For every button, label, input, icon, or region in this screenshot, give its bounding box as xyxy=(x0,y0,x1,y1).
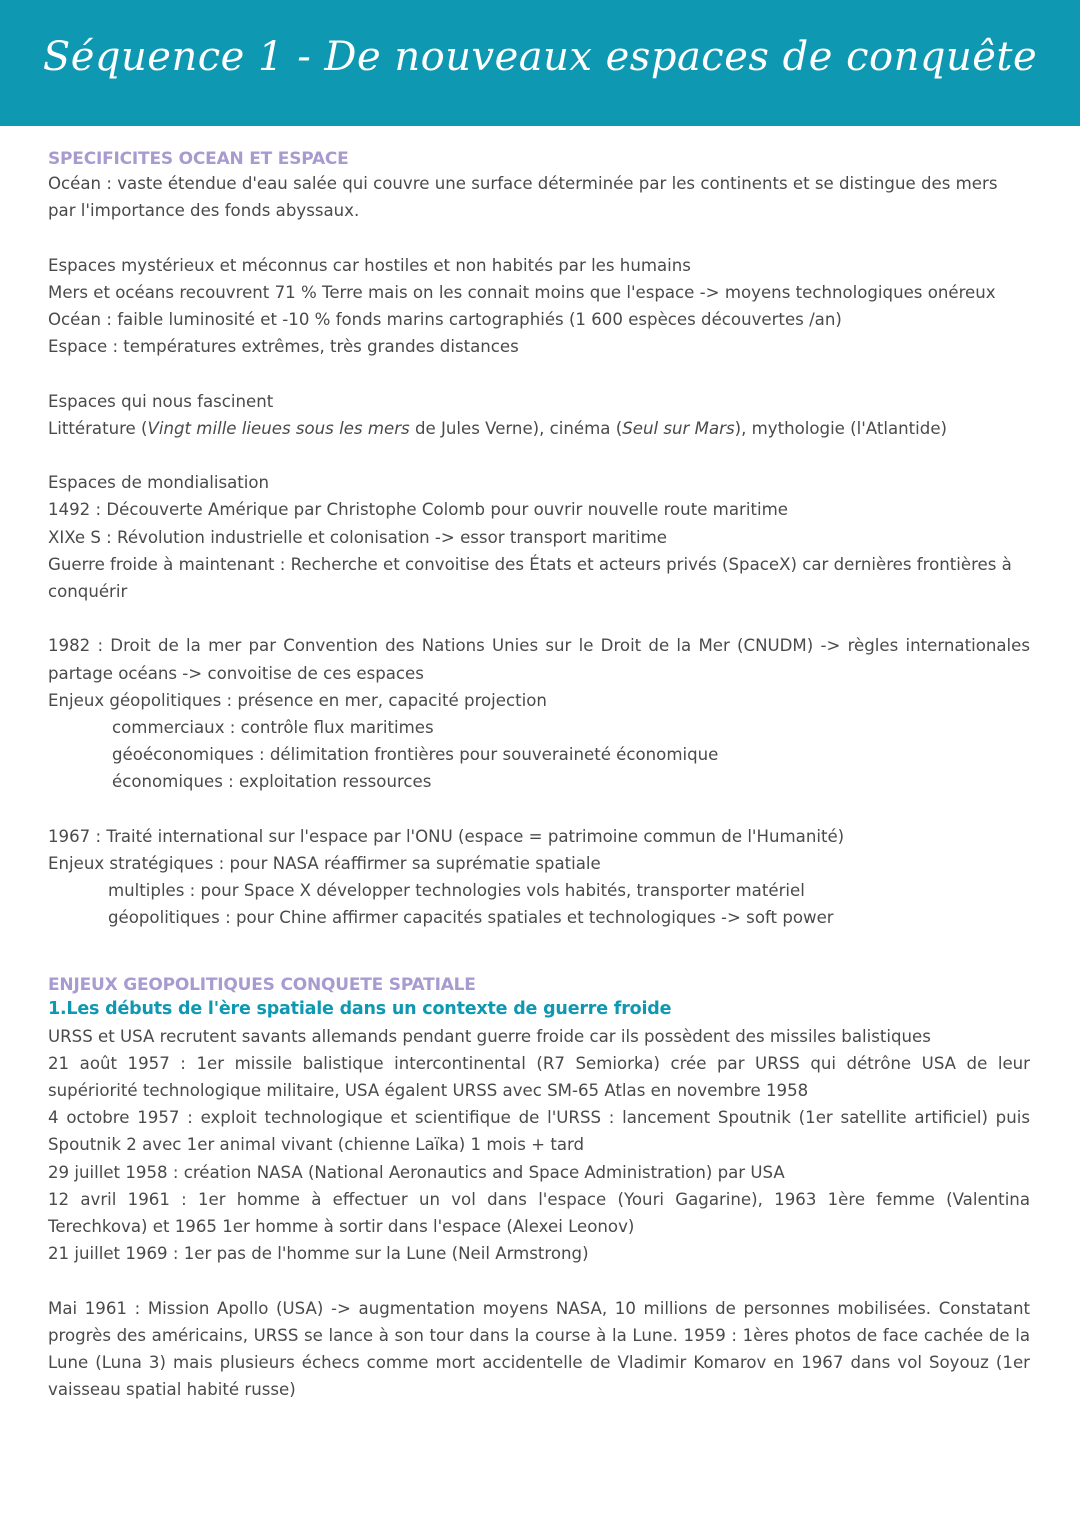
indented-line: économiques : exploitation ressources xyxy=(112,772,432,792)
text-line: Mers et océans recouvrent 71 % Terre mais on les connait moins que l'espace -> moyens technologiques onéreux xyxy=(48,282,996,302)
text-line: 1967 : Traité international sur l'espace par l'ONU (espace = patrimoine commun de l'Humanité) xyxy=(48,826,845,846)
text-line: Enjeux stratégiques : pour NASA réaffirmer sa suprématie spatiale xyxy=(48,854,601,873)
document-body xyxy=(0,126,1080,1403)
indented-line: géoéconomiques : délimitation frontières pour souveraineté économique xyxy=(112,745,719,765)
text-line: XIXe S : Révolution industrielle et colonisation -> essor transport maritime xyxy=(48,527,668,547)
text-line: 1492 : Découverte Amérique par Christophe Colomb pour ouvrir nouvelle route maritime xyxy=(48,500,788,520)
text-paragraph: Mai 1961 : Mission Apollo (USA) -> augmentation moyens NASA, 10 millions de personnes mobilisées. Constatant progrès des américains, URSS se lance à son tour dans la course à la Lune. 1959 : 1ères photos de face cachée de la Lune (Luna 3) mais plusieurs échecs comme mort accidentelle de Vladimir Komarov en 1967 dans vol Soyouz (1er vaisseau spatial habité russe) xyxy=(48,1298,1030,1400)
text-paragraph: 4 octobre 1957 : exploit technologique et scientifique de l'URSS : lancement Spoutnik (1er satellite artificiel) puis Spoutnik 2 avec 1er animal vivant (chienne Laïka) 1 mois + tard xyxy=(48,1108,1030,1155)
book-title: Vingt mille lieues sous les mers xyxy=(147,418,410,438)
text-paragraph: 12 avril 1961 : 1er homme à effectuer un vol dans l'espace (Youri Gagarine), 1963 1ère femme (Valentina Terechkova) et 1965 1er homme à sortir dans l'espace (Alexei Leonov) xyxy=(48,1189,1030,1237)
text-fragment: Littérature ( xyxy=(48,418,148,438)
page-title: Séquence 1 - De nouveaux espaces de conquête xyxy=(42,34,1038,80)
text-paragraph: 1982 : Droit de la mer par Convention des Nations Unies sur le Droit de la Mer (CNUDM) -> règles internationales partage océans -> convoitise de ces espaces xyxy=(48,636,1030,683)
text-line: Espaces de mondialisation xyxy=(48,473,270,493)
culture-references-line xyxy=(48,415,1030,442)
text-paragraph: 21 août 1957 : 1er missile balistique intercontinental (R7 Semiorka) crée par URSS qui détrône USA de leur supériorité technologique militaire, USA égalent URSS avec SM-65 Atlas en novembre 1958 xyxy=(48,1053,1030,1101)
section-heading-ocean-espace: SPECIFICITES OCEAN ET ESPACE xyxy=(48,149,349,169)
text-paragraph: Guerre froide à maintenant : Recherche et convoitise des États et acteurs privés (SpaceX) car dernières frontières à conquérir xyxy=(48,554,1012,601)
text-line: Espaces qui nous fascinent xyxy=(48,391,274,411)
section-heading-conquete-spatiale: ENJEUX GEOPOLITIQUES CONQUETE SPATIALE xyxy=(48,974,476,995)
indented-line: géopolitiques : pour Chine affirmer capacités spatiales et technologiques -> soft power xyxy=(108,908,834,928)
indented-line: commerciaux : contrôle flux maritimes xyxy=(112,718,434,737)
text-line: 21 juillet 1969 : 1er pas de l'homme sur la Lune (Neil Armstrong) xyxy=(48,1244,589,1264)
subsection-heading: 1.Les débuts de l'ère spatiale dans un contexte de guerre froide xyxy=(48,998,672,1019)
text-line: URSS et USA recrutent savants allemands pendant guerre froide car ils possèdent des missiles balistiques xyxy=(48,1026,931,1046)
indented-line: multiples : pour Space X développer technologies vols habités, transporter matériel xyxy=(108,881,805,901)
text-line: Espace : températures extrêmes, très grandes distances xyxy=(48,337,519,357)
text-line: Enjeux géopolitiques : présence en mer, capacité projection xyxy=(48,690,547,710)
ocean-definition: Océan : vaste étendue d'eau salée qui couvre une surface déterminée par les continents et se distingue des mers par l'importance des fonds abyssaux. xyxy=(48,174,998,221)
film-title: Seul sur Mars xyxy=(622,418,735,438)
text-fragment: ), mythologie (l'Atlantide) xyxy=(734,418,948,438)
text-line: 29 juillet 1958 : création NASA (National Aeronautics and Space Administration) par USA xyxy=(48,1162,785,1182)
text-fragment: de Jules Verne), cinéma ( xyxy=(409,418,623,438)
text-line: Espaces mystérieux et méconnus car hostiles et non habités par les humains xyxy=(48,255,691,275)
header-banner xyxy=(0,0,1080,126)
text-line: Océan : faible luminosité et -10 % fonds marins cartographiés (1 600 espèces découvertes /an) xyxy=(48,310,842,329)
